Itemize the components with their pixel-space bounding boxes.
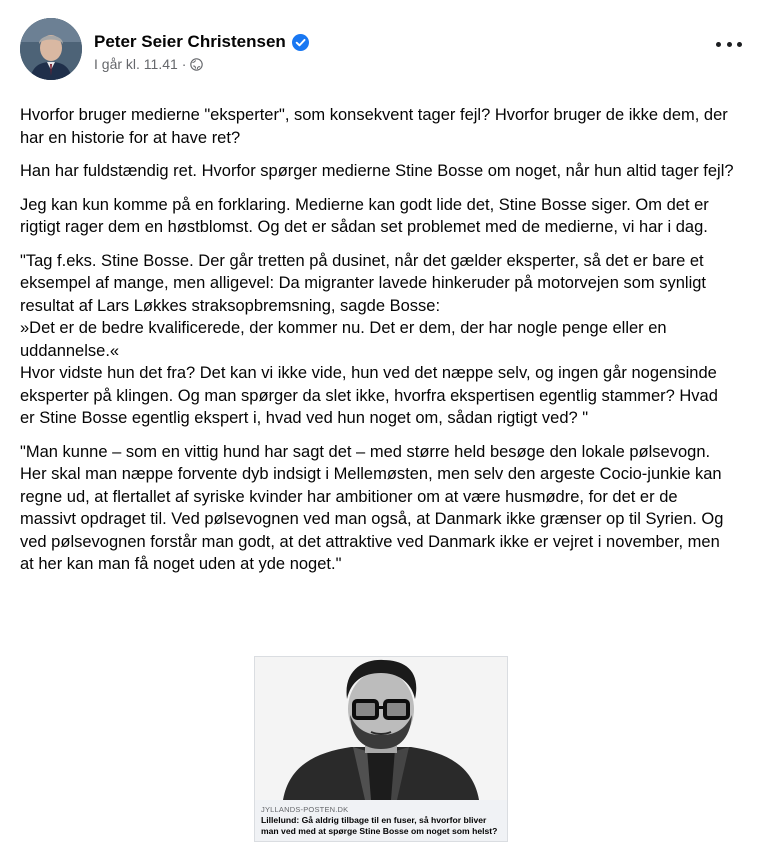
- paragraph-line: Han har fuldstændig ret. Hvorfor spørger medierne Stine Bosse om noget, når hun altid tager fejl?: [20, 162, 734, 180]
- more-options-icon[interactable]: [716, 38, 742, 50]
- paragraph-line: "Tag f.eks. Stine Bosse. Der går tretten på dusinet, når det gælder eksperter, så det er bare et eksempel af mange, men alligevel: Da migranter lavede hinkeruder på motorvejen som synligt resultat af Lars Løkkes straksopbremsning, sagde Bosse:: [20, 251, 707, 315]
- meta-separator: ·: [181, 56, 187, 72]
- paragraph-line: Hvorfor bruger medierne "eksperter", som konsekvent tager fejl? Hvorfor bruger de ikke dem, der har en historie for at have ret?: [20, 106, 728, 147]
- avatar-photo: [20, 18, 82, 80]
- post-paragraph: [20, 194, 736, 239]
- post-meta: [94, 56, 203, 72]
- more-dot: [716, 42, 721, 47]
- post-timestamp[interactable]: I går kl. 11.41: [94, 56, 178, 72]
- post-paragraph: [20, 441, 736, 576]
- link-domain: JYLLANDS-POSTEN.DK: [261, 805, 349, 814]
- post-header: [20, 18, 750, 82]
- globe-icon[interactable]: [190, 58, 203, 71]
- paragraph-line: »Det er de bedre kvalificerede, der kommer nu. Det er dem, der har nogle penge eller en uddannelse.«: [20, 319, 667, 360]
- author-avatar[interactable]: [20, 18, 82, 80]
- paragraph-line: Hvor vidste hun det fra? Det kan vi ikke vide, hun ved det næppe selv, og ingen går nogensinde eksperter på klingen. Og man spørger da slet ikke, hvorfra ekspertisen egentlig stammer? Hvad er Stine Bosse egentlig ekspert i, hvad ved hun noget om, sådan rigtigt ved? ": [20, 364, 718, 427]
- more-dot: [727, 42, 732, 47]
- link-preview-card[interactable]: [254, 656, 508, 842]
- link-preview-image: [255, 657, 507, 800]
- post-paragraph: [20, 250, 736, 430]
- paragraph-line: Jeg kan kun komme på en forklaring. Medierne kan godt lide det, Stine Bosse siger. Om det er rigtigt rager dem en høstblomst. Og det er sådan set problemet med de medierne, vi har i dag.: [20, 195, 709, 236]
- author-name-row: [94, 32, 309, 52]
- portrait-photo: [255, 657, 507, 800]
- link-title[interactable]: Lillelund: Gå aldrig tilbage til en fuser, så hvorfor bliver man ved med at spørge Stine Bosse om noget som helst?: [261, 815, 498, 836]
- paragraph-line: "Man kunne – som en vittig hund har sagt det – med større held besøge den lokale pølsevogn. Her skal man næppe forvente dyb indsigt i Mellemøsten, men selv den argeste Cocio-junkie kan regne ud, at flertallet af syriske kvinder har ambitioner om at være husmødre, for det er de massivt opdraget til. Ved pølsevognen ved man også, at Danmark ikke grænser op til Syrien. Og ved pølsevognen forstår man godt, at det attraktive ved Danmark ikke er vejret i november, men at her kan man få noget uden at yde noget.": [20, 442, 724, 573]
- link-preview-info: [255, 800, 507, 841]
- post-paragraph: [20, 104, 736, 149]
- post-text: [20, 104, 736, 587]
- verified-badge-icon: [292, 34, 309, 51]
- post-paragraph: [20, 160, 736, 183]
- more-dot: [737, 42, 742, 47]
- author-name[interactable]: Peter Seier Christensen: [94, 32, 286, 51]
